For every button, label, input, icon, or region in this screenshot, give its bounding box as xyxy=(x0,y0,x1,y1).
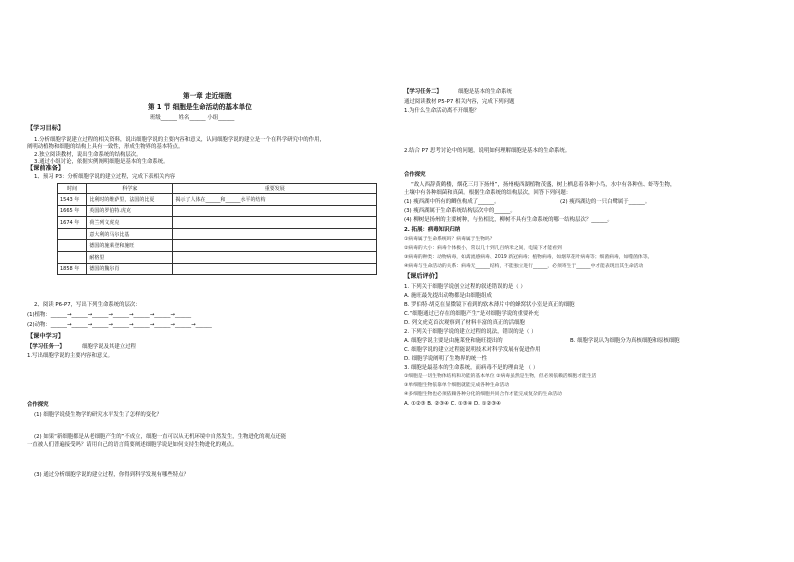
goal1-line1: 1.分析细胞学说建立过程的相关资料，说出细胞学说的主要内容和意义，认同细胞学说的建立是一个在科学研究中的作用， xyxy=(34,137,325,143)
section-title: 第 1 节 细胞是生命活动的基本单位 xyxy=(148,103,252,111)
question-1-option-b[interactable]: B. 罗伯特·胡克在显微镜下看到的软木薄片中的蜂窝状小室是真正的细胞 xyxy=(404,302,575,308)
question-3-statement-4: ④多细胞生物也必须依赖各种分化的细胞共同合作才能完成复杂的生命活动 xyxy=(404,392,562,397)
question-2-option-d[interactable]: D. 细胞学说阐明了生物界的统一性 xyxy=(404,356,488,362)
goals-heading: 【学习目标】 xyxy=(27,125,65,132)
goal3: 3.通过小组讨论，依据实例阐明细胞是基本的生命系统。 xyxy=(34,159,169,165)
task2-question-1: 1.为什么生命活动离不开细胞？ xyxy=(404,108,480,114)
table-cell xyxy=(58,251,87,263)
question-1-option-d[interactable]: D. 列文虎克首次观察到了材料丰富的真正的活细胞 xyxy=(404,320,525,326)
table-cell xyxy=(58,228,87,240)
prep-instruction-1: 1、预习 P3：分析细胞学说的建立过程，完成下表相关内容 xyxy=(34,174,176,180)
coop-question-1: (1) 细胞学说使生物学的研究水平发生了怎样的变化？ xyxy=(34,412,162,418)
table-row xyxy=(58,194,377,206)
table-cell[interactable] xyxy=(173,205,377,217)
coop-question-2-line2: 一直被人们普遍接受吗？请用自己的语言简要阐述细胞学说是如何支持生物进化的观点。 xyxy=(27,442,238,448)
task1-title: 细胞学说及其建立过程 xyxy=(82,344,136,350)
table-cell: 1674 年 xyxy=(58,217,87,229)
table-row xyxy=(58,263,377,275)
evaluation-heading: 【课后评价】 xyxy=(404,273,442,280)
history-table xyxy=(57,183,377,275)
question-2-option-a[interactable]: A. 细胞学说主要是由施莱登和施旺提出的 xyxy=(404,338,503,344)
question-3: 3. 细胞是最基本的生命系统，而病毒不是的理由是 （ ） xyxy=(404,365,539,371)
question-2-option-b[interactable]: B. 细胞学说认为细胞分为真核细胞和原核细胞 xyxy=(570,338,680,344)
table-cell: 德国的魏尔肖 xyxy=(87,263,173,275)
question-1-option-a[interactable]: A. 施旺最先提出动物都是由细胞组成 xyxy=(404,293,492,299)
poem-question-4[interactable]: (4) 柳树是扬州的主要树种，与鱼相比，柳树不具有生命系统的哪一结构层次？______。 xyxy=(404,217,613,223)
table-cell: 耐格里 xyxy=(87,251,173,263)
table-cell: 比利时的维萨里，法国的比夏 xyxy=(87,194,173,206)
poem-line2: 土壤中有各种细菌和真菌。根据生命系统的结构层次，回答下列问题： xyxy=(404,190,572,196)
virus-point-4[interactable]: ④病毒与生命活动的关系：病毒无______结构，不能独立进行______，必须寄生于______中才能表现出其生命活动 xyxy=(404,264,644,269)
table-row xyxy=(58,240,377,252)
table-cell[interactable] xyxy=(173,240,377,252)
table-header: 重要发展 xyxy=(173,184,377,194)
table-row xyxy=(58,217,377,229)
table-cell: 意大利的马尔比基 xyxy=(87,228,173,240)
table-cell[interactable] xyxy=(173,263,377,275)
table-cell: 荷兰列文虎克 xyxy=(87,217,173,229)
coop-heading-right: 合作探究 xyxy=(404,172,426,178)
question-2-option-c[interactable]: C. 细胞学说的建立过程能说明技术对科学发展有促进作用 xyxy=(404,347,541,353)
table-cell[interactable] xyxy=(173,217,377,229)
table-cell: 1665 年 xyxy=(58,205,87,217)
question-3-statement-3: ③单细胞生物依靠单个细胞就能完成各种生命活动 xyxy=(404,383,510,388)
extension-heading: 2. 拓展：病毒知识归纳 xyxy=(404,227,461,233)
student-info: 班级______ 姓名______ 小组______ xyxy=(150,115,235,121)
prep-instruction-2: 2、阅读 P6-P7，写出下列生命系统的层次： xyxy=(34,302,141,308)
goal2: 2.独立阅读教材，说出生命系统的结构层次。 xyxy=(34,152,142,158)
class-heading: 【课中学习】 xyxy=(27,333,65,340)
chapter-title: 第一章 走近细胞 xyxy=(183,92,232,100)
task2-label: 【学习任务二】 xyxy=(404,89,442,95)
animal-levels[interactable]: (2)动物：______→______→______→______→______→______→______→______ xyxy=(27,322,212,328)
table-header-row xyxy=(58,184,377,194)
question-3-statement-1: ①细胞是一切生物体结构和功能的基本单位 ②病毒虽然是生物，但必须依赖活细胞才能生活 xyxy=(404,374,597,379)
poem-question-2[interactable]: (2) 瘦西湖边的一只白鹭属于______。 xyxy=(560,199,651,205)
poem-question-1[interactable]: (1) 瘦西湖中所有的鲫鱼构成了______。 xyxy=(404,199,500,205)
table-cell: 1858 年 xyxy=(58,263,87,275)
task2-question-2: 2.结合 P7 思考讨论中的问题，说明如何理解细胞是基本的生命系统。 xyxy=(404,148,571,154)
table-cell[interactable]: 揭示了人体在______和______水平的结构 xyxy=(173,194,377,206)
table-header: 科学家 xyxy=(87,184,173,194)
table-row xyxy=(58,251,377,263)
table-cell: 德国的施莱登和施旺 xyxy=(87,240,173,252)
plant-levels[interactable]: (1)植物：______→______→______→______→______→______→______ xyxy=(27,312,192,318)
question-2: 2. 下列关于细胞学说的建立过程的说法，错误的是（ ） xyxy=(404,329,537,335)
table-cell: 英国的罗伯特.虎克 xyxy=(87,205,173,217)
prep-heading: 【课前准备】 xyxy=(27,165,65,172)
table-header: 时间 xyxy=(58,184,87,194)
question-3-options[interactable]: A. ①②③ B. ②③④ C. ①③④ D. ①②③④ xyxy=(404,401,501,407)
task2-intro: 通过阅读教材 P5-P7 相关内容，完成下列问题 xyxy=(404,99,515,105)
table-cell[interactable] xyxy=(173,228,377,240)
table-row xyxy=(58,228,377,240)
coop-heading-left: 合作探究 xyxy=(27,402,49,408)
virus-point-2: ②病毒的大小：病毒个体极小，常以几十到几百纳米之间，电镜下才能看到 xyxy=(404,246,562,251)
coop-question-2-line1: (2) 如果“新细胞都是从老细胞产生的”不成立，细胞一直可以从无机环境中自然发生，生物进化的观点还能 xyxy=(34,434,287,440)
virus-point-3: ③病毒的种类：动物病毒，如禽流感病毒、2019 新冠病毒；植物病毒，如烟草花叶病毒等；细菌病毒，如噬菌体等。 xyxy=(404,255,653,260)
task1-question-1: 1.写出细胞学说的主要内容和意义。 xyxy=(27,353,114,359)
task1-label: 【学习任务一】 xyxy=(27,344,65,350)
goal1-line2: 阐明动植物和细胞的结构上具有一致性，形成生物界的基本特点。 xyxy=(27,144,184,150)
poem-question-3[interactable]: (3) 瘦西湖属于生命系统结构层次中的______。 xyxy=(404,208,516,214)
table-cell: 1543 年 xyxy=(58,194,87,206)
task2-title: 细胞是基本的生命系统 xyxy=(458,89,512,95)
virus-point-1: ①病毒属于生命系统吗？病毒属于生物吗？ xyxy=(404,237,495,242)
question-1: 1. 下列关于细胞学说创立过程的叙述错误的是（ ） xyxy=(404,284,526,290)
table-cell[interactable] xyxy=(173,251,377,263)
coop-question-3: (3) 通过分析细胞学说的建立过程，你得到科学发现有哪些特点？ xyxy=(34,472,189,478)
table-cell xyxy=(58,240,87,252)
table-row xyxy=(58,205,377,217)
question-1-option-c[interactable]: C.“细胞通过已存在的细胞产生”是对细胞学说的重要补充 xyxy=(404,311,540,317)
poem-line1: “故人西辞黄鹤楼，烟花三月下扬州”，扬州瘦西湖植物茂盛，树上栖息着各种小鸟，水中有各种鱼、虾等生物， xyxy=(411,182,676,188)
